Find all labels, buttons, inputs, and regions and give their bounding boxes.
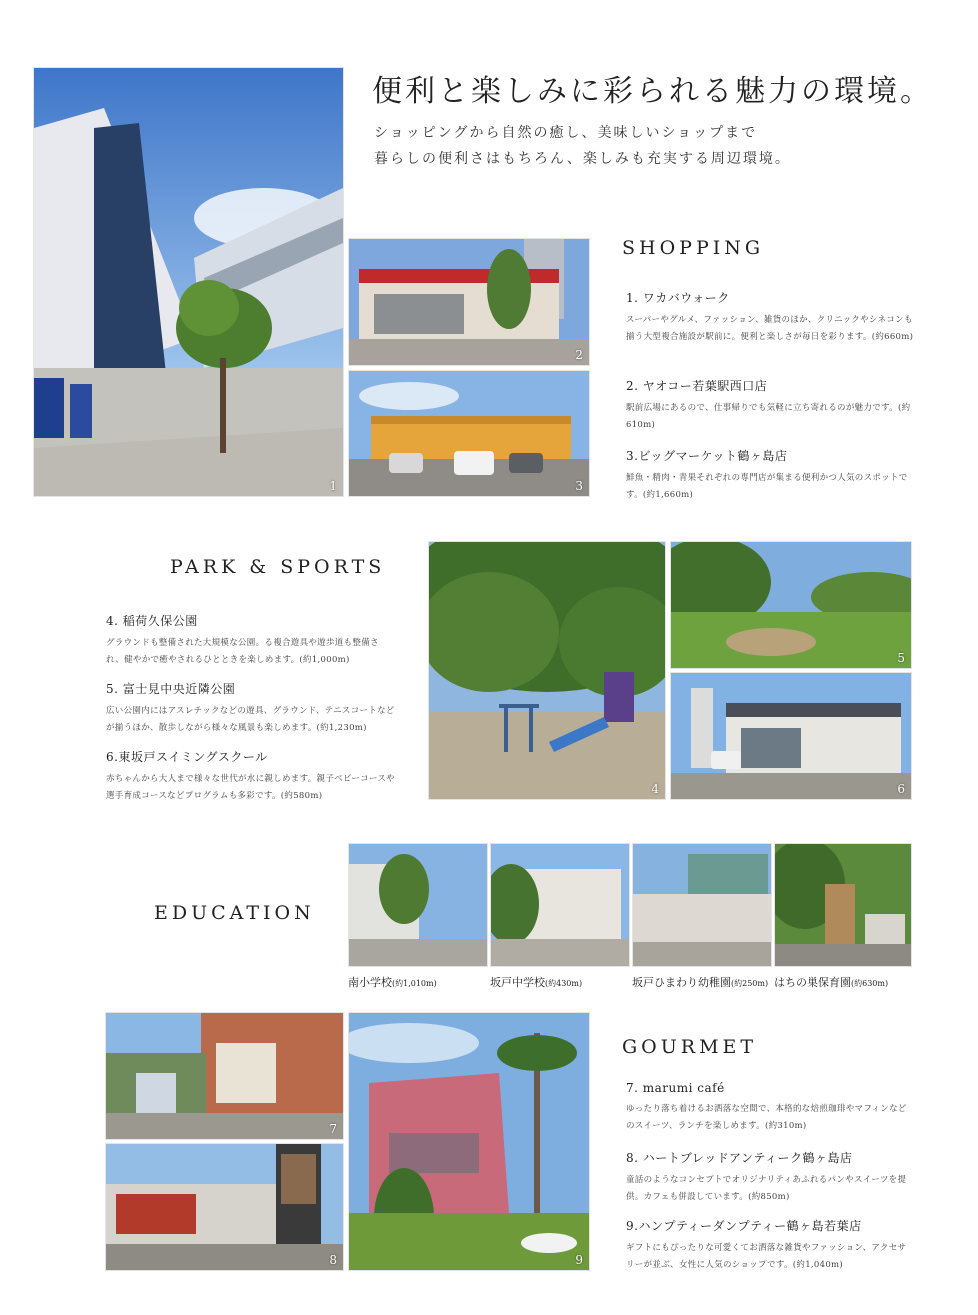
shopping-item-desc: スーパーやグルメ、ファッション、雑貨のほか、クリニックやシネコンも揃う大型複合施設が駅前に。便利と楽しさが毎日を彩ります。(約660m) xyxy=(626,315,914,342)
shopping-item-desc: 鮮魚・精肉・青果それぞれの専門店が集まる便利かつ人気のスポットです。(約1,660m) xyxy=(626,473,908,500)
education-caption xyxy=(632,974,768,990)
park-item-title: 4. 稲荷久保公園 xyxy=(106,614,198,628)
shopping-item-title: 3.ビッグマーケット鶴ヶ島店 xyxy=(626,449,788,463)
photo-7-illustration xyxy=(106,1013,343,1139)
shopping-item-title: 2. ヤオコー若葉駅西口店 xyxy=(626,379,768,393)
photo-humpty-dumpty xyxy=(348,1012,590,1271)
lead-line-1: ショッピングから自然の癒し、美味しいショップまで xyxy=(374,125,758,141)
photo-4-illustration xyxy=(429,542,665,799)
photo-number: 1 xyxy=(329,479,337,493)
park-item xyxy=(106,748,396,805)
shopping-item-desc: 駅前広場にあるので、仕事帰りでも気軽に立ち寄れるのが魅力です。(約610m) xyxy=(626,403,911,430)
education-distance: (約250m) xyxy=(731,979,769,988)
gourmet-item-desc: 童話のようなコンセプトでオリジナリティあふれるパンやスイーツを提供。カフェも併設しています。(約850m) xyxy=(626,1175,907,1202)
photo-number: 2 xyxy=(575,348,583,362)
shopping-item-title: 1. ワカバウォーク xyxy=(626,291,730,305)
shopping-heading: SHOPPING xyxy=(622,237,765,259)
photo-heart-bread xyxy=(105,1143,344,1271)
photo-hachinosu-nursery xyxy=(774,843,912,967)
photo-6-illustration xyxy=(671,673,911,799)
lead-line-2: 暮らしの便利さはもちろん、楽しみも充実する周辺環境。 xyxy=(374,151,791,167)
shopping-item xyxy=(626,377,914,434)
photo-edu-3-illustration xyxy=(633,844,771,966)
photo-5-illustration xyxy=(671,542,911,668)
park-item-title: 6.東坂戸スイミングスクール xyxy=(106,750,268,764)
photo-number: 5 xyxy=(897,651,905,665)
photo-edu-2-illustration xyxy=(491,844,629,966)
photo-edu-4-illustration xyxy=(775,844,911,966)
gourmet-item-title: 7. marumi café xyxy=(626,1081,725,1095)
education-caption xyxy=(774,974,888,990)
gourmet-heading: GOURMET xyxy=(622,1036,758,1058)
photo-number: 8 xyxy=(329,1253,337,1267)
park-item-desc: 赤ちゃんから大人まで様々な世代が水に親しめます。親子ベビーコースや選手育成コースなどプログラムも多彩です。(約580m) xyxy=(106,774,395,801)
gourmet-item xyxy=(626,1081,914,1135)
photo-2-illustration xyxy=(349,239,589,365)
photo-number: 6 xyxy=(897,782,905,796)
photo-number: 4 xyxy=(651,782,659,796)
photo-marumi-cafe xyxy=(105,1012,344,1140)
education-heading: EDUCATION xyxy=(154,902,315,924)
education-distance: (約430m) xyxy=(545,979,583,988)
shopping-item xyxy=(626,289,914,346)
education-caption xyxy=(490,974,582,990)
photo-number: 7 xyxy=(329,1122,337,1136)
gourmet-item xyxy=(626,1217,914,1274)
photo-wakaba-walk xyxy=(33,67,344,497)
photo-1-illustration xyxy=(34,68,343,496)
photo-inarikubo-park xyxy=(428,541,666,800)
photo-number: 9 xyxy=(575,1253,583,1267)
gourmet-item-title: 9.ハンプティーダンプティー鶴ヶ島若葉店 xyxy=(626,1219,862,1233)
education-caption xyxy=(348,974,437,990)
photo-8-illustration xyxy=(106,1144,343,1270)
photo-9-illustration xyxy=(349,1013,589,1270)
photo-yaoko xyxy=(348,238,590,366)
education-name: はちの巣保育園 xyxy=(774,976,851,989)
page-headline: 便利と楽しみに彩られる魅力の環境。 xyxy=(372,74,933,109)
gourmet-item-title: 8. ハートブレッドアンティーク鶴ヶ島店 xyxy=(626,1151,853,1165)
education-name: 坂戸ひまわり幼稚園 xyxy=(632,976,731,989)
shopping-item xyxy=(626,447,914,504)
education-name: 坂戸中学校 xyxy=(490,976,545,989)
park-item-desc: グラウンドも整備された大規模な公園。る複合遊具や遊歩道も整備され、健やかで癒やされるひとときを楽しめます。(約1,000m) xyxy=(106,638,379,665)
education-name: 南小学校 xyxy=(348,976,392,989)
education-distance: (約630m) xyxy=(851,979,889,988)
park-item-title: 5. 富士見中央近隣公園 xyxy=(106,682,236,696)
photo-number: 3 xyxy=(575,479,583,493)
park-item xyxy=(106,680,396,737)
photo-edu-1-illustration xyxy=(349,844,487,966)
photo-swimming-school xyxy=(670,672,912,800)
park-heading: PARK & SPORTS xyxy=(170,556,386,578)
photo-fujimi-park xyxy=(670,541,912,669)
education-distance: (約1,010m) xyxy=(392,979,437,988)
gourmet-item-desc: ギフトにもぴったりな可愛くてお洒落な雑貨やファッション、アクセサリーが並ぶ、女性に人気のショップです。(約1,040m) xyxy=(626,1243,907,1270)
photo-big-market xyxy=(348,370,590,497)
photo-3-illustration xyxy=(349,371,589,496)
photo-minami-elementary xyxy=(348,843,488,967)
park-item xyxy=(106,612,396,669)
photo-sakado-junior-high xyxy=(490,843,630,967)
photo-himawari-kindergarten xyxy=(632,843,772,967)
gourmet-item xyxy=(626,1149,914,1206)
park-item-desc: 広い公園内にはアスレチックなどの遊具、グラウンド、テニスコートなどが揃うほか、散歩しながら様々な風景も楽しめます。(約1,230m) xyxy=(106,706,395,733)
lead-text xyxy=(374,120,791,172)
gourmet-item-desc: ゆったり落ち着けるお洒落な空間で、本格的な焙煎珈琲やマフィンなどのスイーツ、ランチを楽しめます。(約310m) xyxy=(626,1104,907,1131)
